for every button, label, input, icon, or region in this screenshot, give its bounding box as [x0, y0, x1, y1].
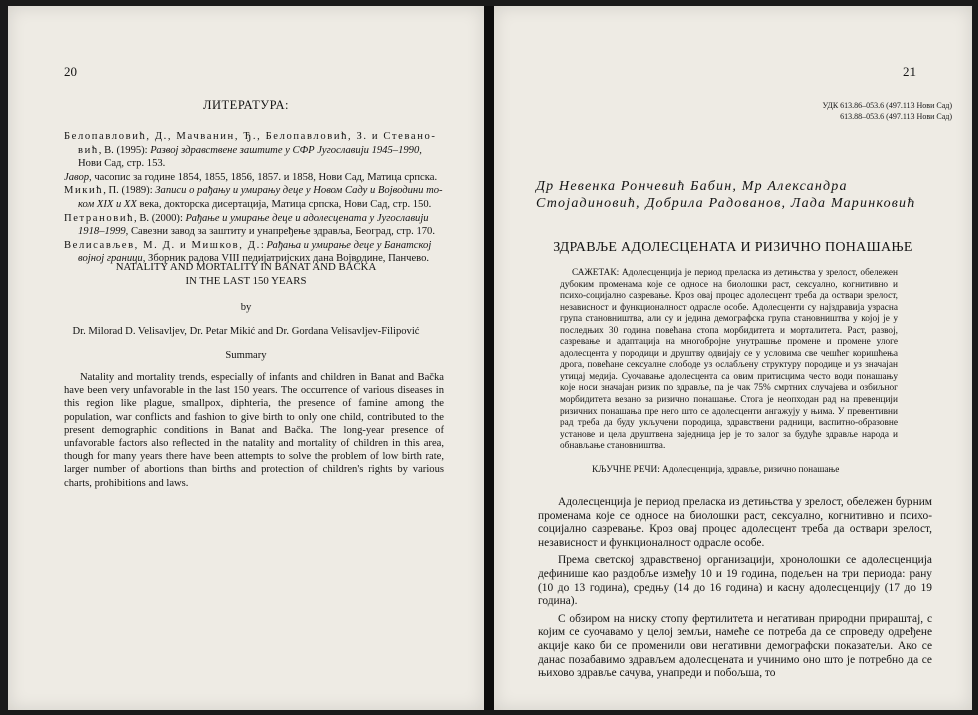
reference-item: Јавор, часопис за године 1854, 1855, 1856, 1857. и 1858, Нови Сад, Матица српска. [64, 171, 438, 183]
right-page [494, 6, 972, 710]
page-number-right: 21 [903, 64, 916, 79]
article-authors: Др Невенка Рончевић Бабин, Мр Александра Стојадиновић, Добрила Радованов, Лада Маринковић [536, 179, 916, 211]
references-list [64, 130, 444, 266]
reference-item: Велисављев, М. Д. и Мишков, Д.: Рађања и умирање деце у Банатској војној граници, Зборник радова VIII педијатријских дана Војводине, Панчево. [64, 239, 432, 265]
article-keywords: КЉУЧНЕ РЕЧИ: Адолесценција, здравље, ризично понашање [592, 465, 840, 475]
left-page [8, 6, 484, 710]
summary-heading: Summary [225, 350, 267, 361]
article-body [538, 496, 932, 685]
reference-item: Микић, П. (1989): Записи о рађању и умирању деце у Новом Саду и Војводини то- ком XIX и XX века, докторска дисертација, Матица српска, Нови Сад, стр. 150. [64, 185, 443, 210]
body-paragraph: Адолесценција је период преласка из детињства у зрелост, обележен бурним променама које се односе на биолошки раст, сексуално, когнитивно и психо-социјално сазревање. Кроз овај процес адолесцент треба да оствари зрелост, независност и функционалност одрасле особе. [538, 496, 932, 549]
english-title: NATALITY AND MORTALITY IN BANAT AND BAČKA IN THE LAST 150 YEARS [115, 261, 377, 287]
book-gutter [484, 6, 494, 710]
references-title: ЛИТЕРАТУРА: [203, 98, 289, 112]
english-by: by [240, 302, 252, 313]
reference-item: Петрановић, В. (2000): Рађање и умирање деце и адолесцената у Југославији 1918–1999, Савезни завод за заштиту и унапређење здравља, Београд, стр. 170. [64, 212, 435, 238]
body-paragraph: С обзиром на ниску стопу фертилитета и негативан природни прираштај, с којим се суочавамо у целој земљи, намеће се потреба да се спроведу одређене акције како би се променили ови негативни демографски показатељи. Ако се данас позабавимо здрављем адолесцената и учинимо оно што је потребно да се њихово здравље сачува, унапреди и побољша, то [538, 612, 932, 680]
english-authors: Dr. Milorad D. Velisavljev, Dr. Petar Mikić and Dr. Gordana Velisavljev-Filipović [72, 326, 420, 337]
article-title: ЗДРАВЉЕ АДОЛЕСЦЕНАТА И РИЗИЧНО ПОНАШАЊЕ [553, 240, 913, 255]
page-number-left: 20 [64, 64, 77, 79]
reference-item: Белопавловић, Д., Мачванин, Ђ., Белопавловић, З. и Стевано- вић, В. (1995): Развој здравствене заштите у СФР Југославији 1945–1990, Нови Сад, стр. 153. [64, 131, 437, 170]
udk-classification: УДК 613.86–053.6 (497.113 Нови Сад) 613.88–053.6 (497.113 Нови Сад) [822, 101, 952, 121]
summary-text: Natality and mortality trends, especially of infants and children in Banat and Bačka have been very unfavorable in the last 150 years. The occurrence of various diseases in this region like plague, smallpox, diphteria, the presence of famine among the population, war conflicts and fashion to give birth to only one child, contributed to the present demographic conditions in Banat and Bačka. The long-year presence of unfavorable factors also reflected in the natality and mortality of children in this area, though for many years there have been attempts to solve the problem of low birth rate, larger number of abortions than births and protection of children's rights by various charts, prohibitions and laws. [64, 372, 444, 489]
article-abstract: САЖЕТАК: Адолесценција је период преласка из детињства у зрелост, обележен дубоким променама које се односе на биолошки раст, сексуално, когнитивно и психо-социјално сазревање. Кроз овај процес адолесцент треба да оствари зрелост, независност и функционалност одрасле особе. Адолесценти су најздравија узрасна група становништва, али су и једина демографска група становништва у којој је у последњих 30 година повећана стопа морбидитета и морталитета. Раст, развој, сазревање и адаптација на многобројне унутрашње промене и промене улоге адолесцента у породици и друштву одвијају се у условима све чешћег коришћења дрога, повећане сексуалне слободе уз ослабљену структуру породице и уз значајан утицај медија. Суочавање адолесцента са овим притисцима често води понашању које носи значајан ризик по здравље, па је чак 75% смртних случајева и озбиљног морбидитета везано за ризично понашање. Стога је неопходан рад на превенцији ризичних понашања пре него што се адолесценти ангажују у њима. У превентивни рад треба да буду укључени породица, здравствени радници, васпитно-образовне установе и цела друштвена заједница јер је то залог за будуће здравље народа и обнављање становништва. [560, 268, 898, 452]
body-paragraph: Према светској здравственој организацији, хронолошки се адолесценција дефинише као раздобље између 10 и 19 година, подељен на три периода: рану (10 до 13 година), средњу (14 до 16 година) и касну адолесценцију (17 до 19 година). [538, 554, 932, 608]
